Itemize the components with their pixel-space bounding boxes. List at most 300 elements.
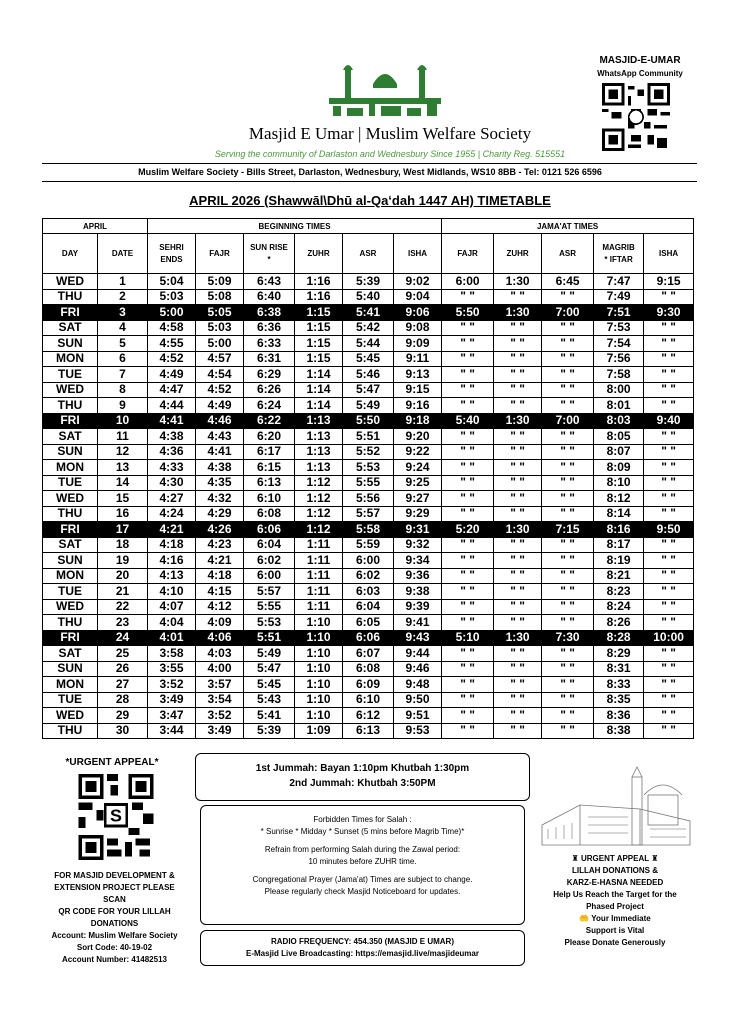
cell-maghrib: 8:10 [594, 475, 644, 491]
cell-jfajr: " " [442, 646, 494, 662]
cell-day: MON [43, 351, 98, 367]
cell-isha: 9:02 [394, 274, 442, 290]
cell-fajr: 4:26 [196, 522, 244, 538]
cell-asr: 5:39 [343, 274, 394, 290]
cell-asr: 5:57 [343, 506, 394, 522]
cell-zuhr: 1:11 [295, 537, 343, 553]
cell-isha: 9:46 [394, 661, 442, 677]
cell-jfajr: " " [442, 398, 494, 414]
cell-date: 5 [98, 336, 148, 352]
cell-sunrise: 6:02 [244, 553, 295, 569]
cell-sunrise: 6:36 [244, 320, 295, 336]
cell-jzuhr: " " [494, 475, 542, 491]
cell-jzuhr: " " [494, 537, 542, 553]
cell-zuhr: 1:10 [295, 661, 343, 677]
svg-text:S: S [110, 805, 122, 826]
cell-fajr: 3:57 [196, 677, 244, 693]
cell-maghrib: 8:29 [594, 646, 644, 662]
cell-sunrise: 6:20 [244, 429, 295, 445]
cell-sehri: 4:36 [148, 444, 196, 460]
cell-isha: 9:48 [394, 677, 442, 693]
cell-asr: 6:06 [343, 630, 394, 646]
table-row [43, 274, 694, 290]
jummah-box [195, 753, 530, 801]
cell-jasr: " " [542, 723, 594, 739]
cell-maghrib: 8:03 [594, 413, 644, 429]
cell-date: 2 [98, 289, 148, 305]
cell-sehri: 4:27 [148, 491, 196, 507]
cell-jisha: " " [644, 398, 694, 414]
cell-isha: 9:41 [394, 615, 442, 631]
cell-isha: 9:43 [394, 630, 442, 646]
col-jamaat-fajr: FAJR [442, 234, 494, 274]
cell-sunrise: 6:26 [244, 382, 295, 398]
masjid-building-icon [540, 765, 700, 850]
cell-jasr: " " [542, 584, 594, 600]
cell-isha: 9:09 [394, 336, 442, 352]
cell-maghrib: 8:28 [594, 630, 644, 646]
cell-zuhr: 1:10 [295, 708, 343, 724]
cell-sehri: 4:13 [148, 568, 196, 584]
cell-maghrib: 7:49 [594, 289, 644, 305]
cell-sehri: 4:58 [148, 320, 196, 336]
cell-zuhr: 1:13 [295, 429, 343, 445]
change-line-2: Please regularly check Masjid Noticeboard for updates. [264, 887, 461, 896]
cell-jisha: " " [644, 367, 694, 383]
cell-zuhr: 1:12 [295, 491, 343, 507]
cell-fajr: 4:18 [196, 568, 244, 584]
second-jummah: 2nd Jummah: Khutbah 3:50PM [289, 778, 436, 789]
cell-asr: 6:09 [343, 677, 394, 693]
cell-jasr: " " [542, 351, 594, 367]
appeal-right-text: ♜ URGENT APPEAL ♜ LILLAH DONATIONS & KARZ-E-HASNA NEEDED Help Us Reach the Target for the Phased Project 🤲 Your Immediate Support is Vital Please Donate Generously [553, 854, 677, 947]
cell-day: SUN [43, 661, 98, 677]
cell-isha: 9:32 [394, 537, 442, 553]
cell-jzuhr: " " [494, 506, 542, 522]
cell-sunrise: 6:00 [244, 568, 295, 584]
cell-date: 18 [98, 537, 148, 553]
table-row [43, 367, 694, 383]
cell-jzuhr: " " [494, 444, 542, 460]
account-name: Account: Muslim Welfare Society [51, 931, 178, 940]
table-row [43, 491, 694, 507]
cell-maghrib: 7:47 [594, 274, 644, 290]
cell-isha: 9:25 [394, 475, 442, 491]
cell-sehri: 4:38 [148, 429, 196, 445]
cell-day: FRI [43, 413, 98, 429]
cell-sehri: 3:52 [148, 677, 196, 693]
cell-asr: 5:51 [343, 429, 394, 445]
cell-maghrib: 8:23 [594, 584, 644, 600]
cell-asr: 5:49 [343, 398, 394, 414]
cell-day: MON [43, 568, 98, 584]
cell-isha: 9:22 [394, 444, 442, 460]
cell-jisha: " " [644, 692, 694, 708]
cell-sunrise: 6:13 [244, 475, 295, 491]
table-row [43, 382, 694, 398]
cell-jfajr: " " [442, 382, 494, 398]
cell-maghrib: 7:56 [594, 351, 644, 367]
cell-fajr: 5:05 [196, 305, 244, 321]
cell-date: 15 [98, 491, 148, 507]
cell-sehri: 4:33 [148, 460, 196, 476]
cell-jisha: " " [644, 460, 694, 476]
table-row [43, 305, 694, 321]
cell-sunrise: 6:17 [244, 444, 295, 460]
cell-isha: 9:31 [394, 522, 442, 538]
cell-isha: 9:11 [394, 351, 442, 367]
cell-zuhr: 1:09 [295, 723, 343, 739]
cell-jzuhr: " " [494, 289, 542, 305]
cell-date: 26 [98, 661, 148, 677]
cell-maghrib: 8:35 [594, 692, 644, 708]
cell-fajr: 4:09 [196, 615, 244, 631]
cell-fajr: 4:35 [196, 475, 244, 491]
cell-zuhr: 1:11 [295, 584, 343, 600]
cell-zuhr: 1:11 [295, 553, 343, 569]
cell-date: 17 [98, 522, 148, 538]
cell-zuhr: 1:14 [295, 367, 343, 383]
cell-jisha: 10:00 [644, 630, 694, 646]
table-row [43, 692, 694, 708]
cell-jasr: 7:00 [542, 413, 594, 429]
cell-zuhr: 1:13 [295, 413, 343, 429]
cell-jzuhr: " " [494, 351, 542, 367]
cell-jasr: " " [542, 692, 594, 708]
col-jamaat-asr: ASR [542, 234, 594, 274]
cell-jfajr: " " [442, 320, 494, 336]
cell-zuhr: 1:10 [295, 615, 343, 631]
cell-jfajr: " " [442, 553, 494, 569]
table-row [43, 723, 694, 739]
table-row [43, 599, 694, 615]
cell-maghrib: 8:17 [594, 537, 644, 553]
cell-sunrise: 5:57 [244, 584, 295, 600]
cell-day: FRI [43, 305, 98, 321]
col-day: DAY [43, 234, 98, 274]
forbidden-times-box [200, 805, 525, 925]
cell-day: THU [43, 506, 98, 522]
cell-zuhr: 1:14 [295, 382, 343, 398]
cell-asr: 5:56 [343, 491, 394, 507]
timetable-body [43, 274, 694, 739]
cell-asr: 5:46 [343, 367, 394, 383]
cell-jasr: " " [542, 320, 594, 336]
cell-jasr: 7:00 [542, 305, 594, 321]
cell-asr: 6:12 [343, 708, 394, 724]
cell-date: 13 [98, 460, 148, 476]
cell-isha: 9:50 [394, 692, 442, 708]
cell-isha: 9:13 [394, 367, 442, 383]
cell-jzuhr: 1:30 [494, 274, 542, 290]
live-broadcast-link[interactable]: E-Masjid Live Broadcasting: https://emasjid.live/masjideumar [246, 949, 479, 958]
cell-jasr: " " [542, 460, 594, 476]
table-row [43, 320, 694, 336]
cell-zuhr: 1:15 [295, 351, 343, 367]
cell-day: WED [43, 274, 98, 290]
cell-sehri: 3:47 [148, 708, 196, 724]
cell-sehri: 3:55 [148, 661, 196, 677]
cell-asr: 6:05 [343, 615, 394, 631]
cell-asr: 5:42 [343, 320, 394, 336]
cell-asr: 5:52 [343, 444, 394, 460]
cell-jasr: " " [542, 491, 594, 507]
cell-day: MON [43, 677, 98, 693]
cell-sunrise: 6:31 [244, 351, 295, 367]
cell-sehri: 4:21 [148, 522, 196, 538]
cell-jisha: " " [644, 661, 694, 677]
cell-zuhr: 1:10 [295, 646, 343, 662]
masjid-logo-icon [325, 58, 445, 120]
cell-jfajr: " " [442, 351, 494, 367]
cell-asr: 5:47 [343, 382, 394, 398]
cell-jisha: " " [644, 615, 694, 631]
cell-fajr: 4:12 [196, 599, 244, 615]
cell-jfajr: " " [442, 692, 494, 708]
table-row [43, 568, 694, 584]
cell-sunrise: 6:08 [244, 506, 295, 522]
table-row [43, 289, 694, 305]
cell-jisha: " " [644, 382, 694, 398]
address: Muslim Welfare Society - Bills Street, Darlaston, Wednesbury, West Midlands, WS10 8BB - Tel: 0121 526 6596 [138, 167, 602, 177]
cell-date: 7 [98, 367, 148, 383]
sort-code: Sort Code: 40-19-02 [76, 943, 153, 952]
cell-jfajr: " " [442, 367, 494, 383]
table-row [43, 351, 694, 367]
cell-jzuhr: " " [494, 692, 542, 708]
table-row [43, 708, 694, 724]
cell-zuhr: 1:11 [295, 599, 343, 615]
cell-jisha: 9:40 [644, 413, 694, 429]
cell-jzuhr: " " [494, 398, 542, 414]
cell-asr: 5:41 [343, 305, 394, 321]
cell-fajr: 5:03 [196, 320, 244, 336]
cell-fajr: 4:23 [196, 537, 244, 553]
cell-jisha: " " [644, 677, 694, 693]
cell-jisha: " " [644, 537, 694, 553]
urgent-appeal-title: *URGENT APPEAL* [65, 757, 159, 768]
cell-day: MON [43, 460, 98, 476]
cell-sehri: 4:41 [148, 413, 196, 429]
cell-day: TUE [43, 475, 98, 491]
cell-maghrib: 8:26 [594, 615, 644, 631]
cell-sunrise: 5:41 [244, 708, 295, 724]
cell-jisha: " " [644, 429, 694, 445]
cell-sunrise: 5:51 [244, 630, 295, 646]
cell-day: TUE [43, 692, 98, 708]
cell-jisha: 9:30 [644, 305, 694, 321]
cell-jfajr: 5:50 [442, 305, 494, 321]
cell-jisha: " " [644, 599, 694, 615]
col-asr: ASR [343, 234, 394, 274]
col-isha: ISHA [394, 234, 442, 274]
cell-isha: 9:04 [394, 289, 442, 305]
cell-fajr: 4:21 [196, 553, 244, 569]
cell-jzuhr: 1:30 [494, 630, 542, 646]
cell-fajr: 3:54 [196, 692, 244, 708]
cell-jfajr: 6:00 [442, 274, 494, 290]
table-row [43, 630, 694, 646]
cell-sehri: 5:00 [148, 305, 196, 321]
zawal-line-2: 10 minutes before ZUHR time. [308, 857, 417, 866]
cell-asr: 6:00 [343, 553, 394, 569]
cell-jfajr: " " [442, 723, 494, 739]
cell-fajr: 4:52 [196, 382, 244, 398]
cell-zuhr: 1:10 [295, 692, 343, 708]
cell-jisha: " " [644, 289, 694, 305]
whatsapp-subtitle: WhatsApp Community [597, 69, 683, 78]
cell-sehri: 4:49 [148, 367, 196, 383]
cell-jasr: " " [542, 568, 594, 584]
cell-sehri: 3:49 [148, 692, 196, 708]
change-line-1: Congregational Prayer (Jama'at) Times are subject to change. [252, 875, 473, 884]
donation-qr-code-icon[interactable] [78, 774, 154, 860]
cell-jzuhr: " " [494, 460, 542, 476]
cell-jfajr: " " [442, 460, 494, 476]
table-row [43, 460, 694, 476]
cell-jisha: " " [644, 553, 694, 569]
cell-jfajr: 5:10 [442, 630, 494, 646]
cell-asr: 6:04 [343, 599, 394, 615]
cell-jfajr: " " [442, 677, 494, 693]
cell-fajr: 4:43 [196, 429, 244, 445]
radio-box [200, 930, 525, 966]
table-row [43, 522, 694, 538]
table-row [43, 553, 694, 569]
cell-day: SAT [43, 537, 98, 553]
table-row [43, 429, 694, 445]
cell-maghrib: 8:14 [594, 506, 644, 522]
cell-isha: 9:51 [394, 708, 442, 724]
cell-jzuhr: " " [494, 382, 542, 398]
cell-jasr: " " [542, 537, 594, 553]
cell-sunrise: 5:39 [244, 723, 295, 739]
cell-jfajr: " " [442, 584, 494, 600]
cell-asr: 5:59 [343, 537, 394, 553]
col-sunrise: SUN RISE * [244, 234, 295, 274]
cell-sehri: 4:52 [148, 351, 196, 367]
cell-jfajr: 5:40 [442, 413, 494, 429]
cell-date: 25 [98, 646, 148, 662]
org-title: Masjid E Umar | Muslim Welfare Society [248, 124, 532, 143]
cell-jfajr: " " [442, 336, 494, 352]
cell-jasr: " " [542, 615, 594, 631]
cell-maghrib: 7:51 [594, 305, 644, 321]
cell-asr: 6:13 [343, 723, 394, 739]
cell-maghrib: 8:19 [594, 553, 644, 569]
cell-zuhr: 1:14 [295, 398, 343, 414]
table-row [43, 584, 694, 600]
cell-isha: 9:27 [394, 491, 442, 507]
cell-date: 3 [98, 305, 148, 321]
cell-sunrise: 6:22 [244, 413, 295, 429]
col-fajr: FAJR [196, 234, 244, 274]
cell-sehri: 5:03 [148, 289, 196, 305]
cell-fajr: 5:00 [196, 336, 244, 352]
cell-fajr: 4:38 [196, 460, 244, 476]
cell-date: 1 [98, 274, 148, 290]
org-subtitle: Serving the community of Darlaston and Wednesbury Since 1955 | Charity Reg. 515551 [214, 149, 566, 159]
cell-jasr: " " [542, 444, 594, 460]
cell-day: FRI [43, 630, 98, 646]
cell-asr: 5:45 [343, 351, 394, 367]
table-row [43, 661, 694, 677]
cell-jzuhr: " " [494, 584, 542, 600]
cell-jzuhr: 1:30 [494, 522, 542, 538]
cell-date: 21 [98, 584, 148, 600]
cell-sehri: 4:24 [148, 506, 196, 522]
table-row [43, 475, 694, 491]
cell-fajr: 4:32 [196, 491, 244, 507]
cell-jfajr: " " [442, 444, 494, 460]
cell-sunrise: 6:38 [244, 305, 295, 321]
cell-jfajr: " " [442, 289, 494, 305]
cell-maghrib: 8:05 [594, 429, 644, 445]
cell-isha: 9:18 [394, 413, 442, 429]
timetable-title: APRIL 2026 (Shawwāl\Dhū al-Qaʻdah 1447 AH) TIMETABLE [189, 193, 551, 208]
cell-date: 16 [98, 506, 148, 522]
cell-jasr: " " [542, 708, 594, 724]
cell-jfajr: " " [442, 615, 494, 631]
cell-zuhr: 1:16 [295, 289, 343, 305]
cell-date: 22 [98, 599, 148, 615]
cell-sehri: 4:16 [148, 553, 196, 569]
cell-jasr: " " [542, 475, 594, 491]
cell-jzuhr: " " [494, 646, 542, 662]
cell-day: THU [43, 615, 98, 631]
cell-jzuhr: 1:30 [494, 305, 542, 321]
cell-zuhr: 1:10 [295, 677, 343, 693]
cell-jasr: " " [542, 661, 594, 677]
cell-isha: 9:36 [394, 568, 442, 584]
cell-jzuhr: " " [494, 599, 542, 615]
cell-maghrib: 8:00 [594, 382, 644, 398]
cell-fajr: 4:29 [196, 506, 244, 522]
cell-sehri: 4:30 [148, 475, 196, 491]
cell-jisha: " " [644, 506, 694, 522]
cell-zuhr: 1:12 [295, 475, 343, 491]
cell-day: SAT [43, 646, 98, 662]
cell-sehri: 4:44 [148, 398, 196, 414]
cell-sunrise: 6:06 [244, 522, 295, 538]
cell-fajr: 4:57 [196, 351, 244, 367]
cell-jisha: " " [644, 491, 694, 507]
cell-date: 14 [98, 475, 148, 491]
cell-asr: 5:55 [343, 475, 394, 491]
cell-day: FRI [43, 522, 98, 538]
cell-jfajr: " " [442, 537, 494, 553]
cell-day: WED [43, 599, 98, 615]
cell-isha: 9:38 [394, 584, 442, 600]
forbidden-list: * Sunrise * Midday * Sunset (5 mins before Magrib Time)* [260, 827, 465, 836]
cell-maghrib: 8:16 [594, 522, 644, 538]
jamaat-times-header: JAMA'AT TIMES [442, 219, 694, 234]
col-sehri: SEHRI ENDS [148, 234, 196, 274]
cell-date: 8 [98, 382, 148, 398]
cell-sunrise: 6:24 [244, 398, 295, 414]
cell-jzuhr: 1:30 [494, 413, 542, 429]
whatsapp-qr-code-icon[interactable] [598, 83, 674, 151]
cell-sunrise: 5:45 [244, 677, 295, 693]
table-row [43, 537, 694, 553]
cell-date: 30 [98, 723, 148, 739]
header [0, 0, 740, 190]
cell-jzuhr: " " [494, 615, 542, 631]
cell-isha: 9:08 [394, 320, 442, 336]
cell-jisha: " " [644, 646, 694, 662]
cell-asr: 5:53 [343, 460, 394, 476]
cell-date: 4 [98, 320, 148, 336]
